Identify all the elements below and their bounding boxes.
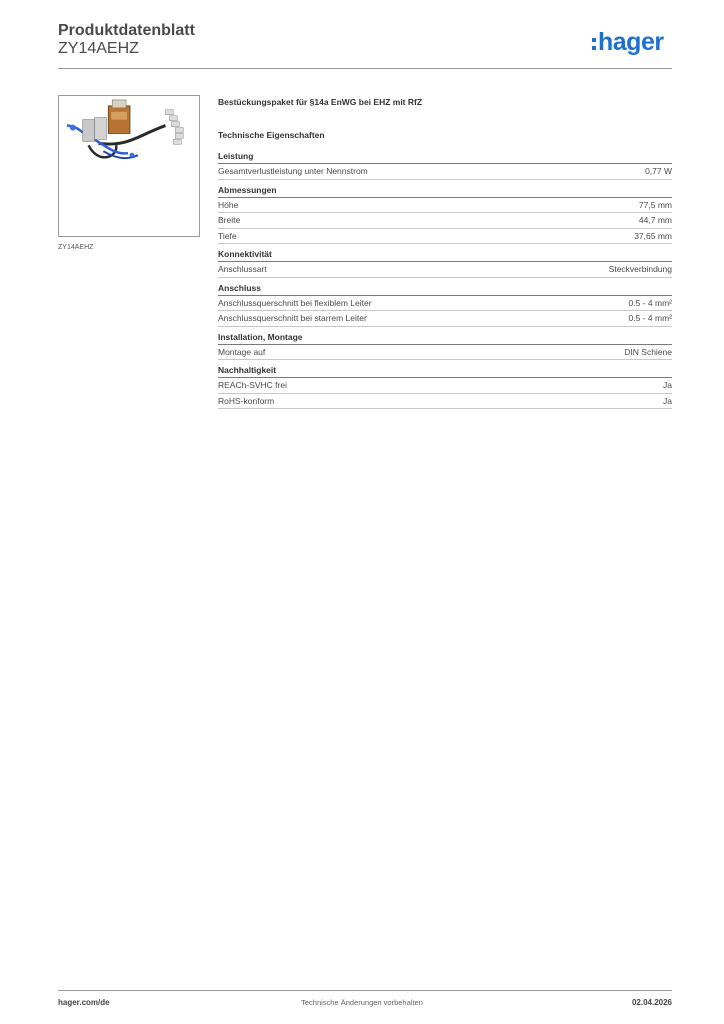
footer-date: 02.04.2026 [631, 998, 672, 1007]
spec-label: Höhe [218, 199, 239, 210]
footer-notice: Technische Änderungen vorbehalten [301, 998, 423, 1007]
spec-groups [218, 150, 672, 409]
spec-row [218, 213, 672, 229]
product-image [58, 95, 200, 237]
spec-value: 0.5 - 4 mm² [628, 313, 672, 323]
footer-website-link[interactable]: hager.com/de [58, 998, 110, 1007]
spec-row [218, 262, 672, 278]
header-divider [58, 68, 672, 69]
group-title: Abmessungen [218, 184, 672, 198]
spec-value: Ja [663, 395, 672, 406]
logo-text: hager [598, 27, 664, 56]
spec-label: Anschlussart [218, 264, 267, 274]
spec-row [218, 345, 672, 361]
spec-value: DIN Schiene [624, 346, 672, 357]
spec-value: 0.5 - 4 mm² [628, 297, 672, 308]
spec-row [218, 394, 672, 410]
spec-label: Gesamtverlustleistung unter Nennstrom [218, 166, 368, 176]
spec-row [218, 198, 672, 214]
spec-label: RoHS-konform [218, 395, 275, 406]
spec-label: Anschlussquerschnitt bei flexiblem Leiter [218, 297, 372, 308]
spec-row [218, 311, 672, 327]
hager-logo[interactable] [592, 27, 664, 57]
spec-group [218, 248, 672, 278]
spec-group [218, 282, 672, 327]
spec-row [218, 378, 672, 394]
spec-value: Ja [663, 380, 672, 390]
spec-value: 44,7 mm [638, 215, 672, 225]
spec-row [218, 229, 672, 245]
spec-group [218, 364, 672, 409]
spec-content [218, 96, 672, 413]
group-title: Anschluss [218, 282, 672, 296]
spec-group [218, 331, 672, 361]
spec-row [218, 164, 672, 180]
spec-value: Steckverbindung [608, 264, 672, 274]
group-title: Installation, Montage [218, 331, 672, 345]
logo-dots-icon [592, 38, 596, 50]
spec-label: Anschlussquerschnitt bei starrem Leiter [218, 313, 367, 323]
group-title: Nachhaltigkeit [218, 364, 672, 378]
image-caption: ZY14AEHZ [58, 244, 94, 251]
spec-label: Tiefe [218, 230, 237, 241]
spec-value: 77,5 mm [638, 199, 672, 210]
spec-row [218, 296, 672, 312]
spec-label: REACh-SVHC frei [218, 380, 287, 390]
spec-label: Montage auf [218, 346, 266, 357]
spec-group [218, 150, 672, 180]
group-title: Konnektivität [218, 248, 672, 262]
header-title: Produktdatenblatt [58, 22, 195, 39]
header-subtitle: ZY14AEHZ [58, 40, 139, 57]
spec-group [218, 184, 672, 245]
footer-divider [58, 990, 672, 991]
product-illustration [59, 96, 199, 236]
group-title: Leistung [218, 150, 672, 164]
spec-label: Breite [218, 215, 241, 225]
spec-value: 37,65 mm [634, 230, 672, 241]
product-title: Bestückungspaket für §14a EnWG bei EHZ mit RfZ [218, 97, 423, 107]
section-heading: Technische Eigenschaften [218, 130, 325, 140]
spec-value: 0,77 W [645, 166, 672, 176]
